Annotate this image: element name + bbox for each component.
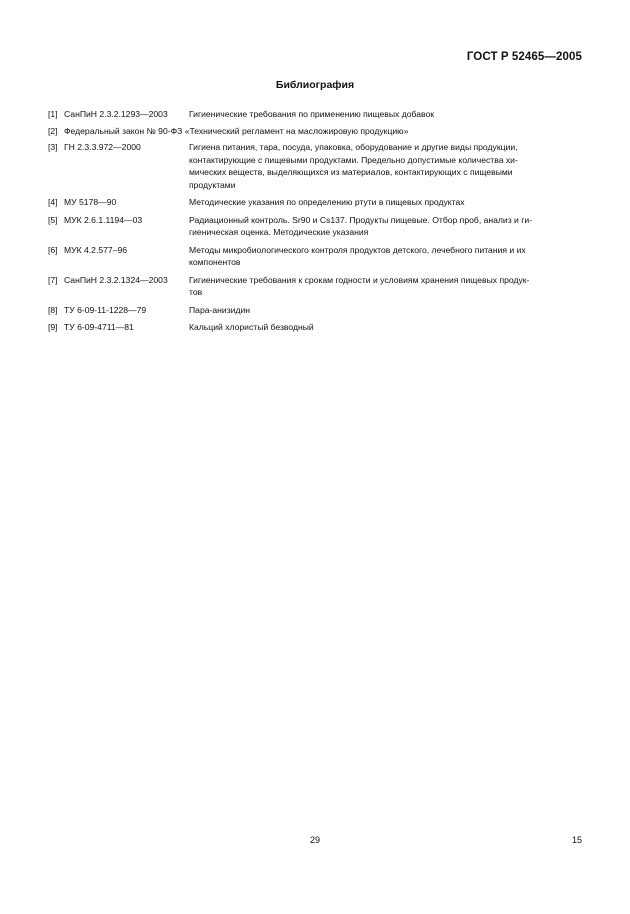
bibliography-title: Библиография [275, 79, 355, 91]
entry-number: [6] [48, 244, 58, 255]
entry-description: Пара-анизидин [189, 304, 251, 315]
bibliography-entry-9 [48, 321, 588, 334]
bibliography-entry-6 [48, 244, 588, 269]
bibliography-list [48, 108, 588, 334]
entry-document: ГН 2.3.3.972—2000 [64, 142, 141, 152]
bibliography-entry-3 [48, 141, 588, 191]
bibliography-entry-2 [48, 125, 588, 138]
entry-description: Радиационный контроль. Sr90 и Cs137. Продукты пищевые. Отбор проб, анализ и ги- гиеническая оценка. Методические указания [189, 214, 533, 237]
entry-document: МУК 4.2.577–96 [64, 244, 128, 255]
page-number: 29 [309, 835, 320, 845]
entry-number: [1] [48, 109, 58, 119]
entry-number: [8] [48, 304, 58, 315]
entry-document: СанПиН 2.3.2.1324—2003 [64, 274, 168, 285]
bibliography-entry-1 [48, 108, 588, 121]
entry-number: [9] [48, 322, 58, 332]
entry-description: Гигиенические требования к срокам годности и условиям хранения пищевых продук- тов [189, 274, 530, 297]
entry-document: СанПиН 2.3.2.1293—2003 [64, 109, 168, 119]
entry-number: [4] [48, 197, 58, 207]
standard-number: ГОСТ Р 52465—2005 [466, 51, 582, 63]
entry-document: МУК 2.6.1.1194—03 [64, 214, 143, 225]
entry-number: [2] [48, 125, 58, 136]
entry-document: Федеральный закон № 90-ФЗ «Технический регламент на масложировую продукцию» [64, 125, 409, 136]
entry-document: ТУ 6-09-4711—81 [64, 322, 134, 332]
entry-description: Гигиенические требования по применению пищевых добавок [189, 109, 435, 119]
bibliography-entry-7 [48, 274, 588, 299]
entry-description: Методы микробиологического контроля продуктов детского, лечебного питания и их компонентов [189, 244, 526, 267]
entry-number: [7] [48, 274, 58, 285]
bibliography-entry-5 [48, 214, 588, 239]
entry-description: Методические указания по определению ртути в пищевых продуктах [189, 197, 465, 207]
entry-number: [5] [48, 214, 58, 225]
bibliography-entry-4 [48, 196, 588, 209]
sheet-number: 15 [571, 835, 582, 845]
entry-description: Гигиена питания, тара, посуда, упаковка, оборудование и другие виды продукции, контактирующие с пищевыми продуктами. Предельно допустимые количества хи- мических веществ, выделяющихся из материалов, контактирующих с пищевыми продуктами [189, 142, 518, 190]
entry-number: [3] [48, 142, 58, 152]
entry-document: ТУ 6-09-11-1228—79 [64, 304, 147, 315]
bibliography-entry-8 [48, 304, 588, 317]
entry-description: Кальций хлористый безводный [189, 322, 314, 332]
entry-document: МУ 5178—90 [64, 197, 117, 207]
